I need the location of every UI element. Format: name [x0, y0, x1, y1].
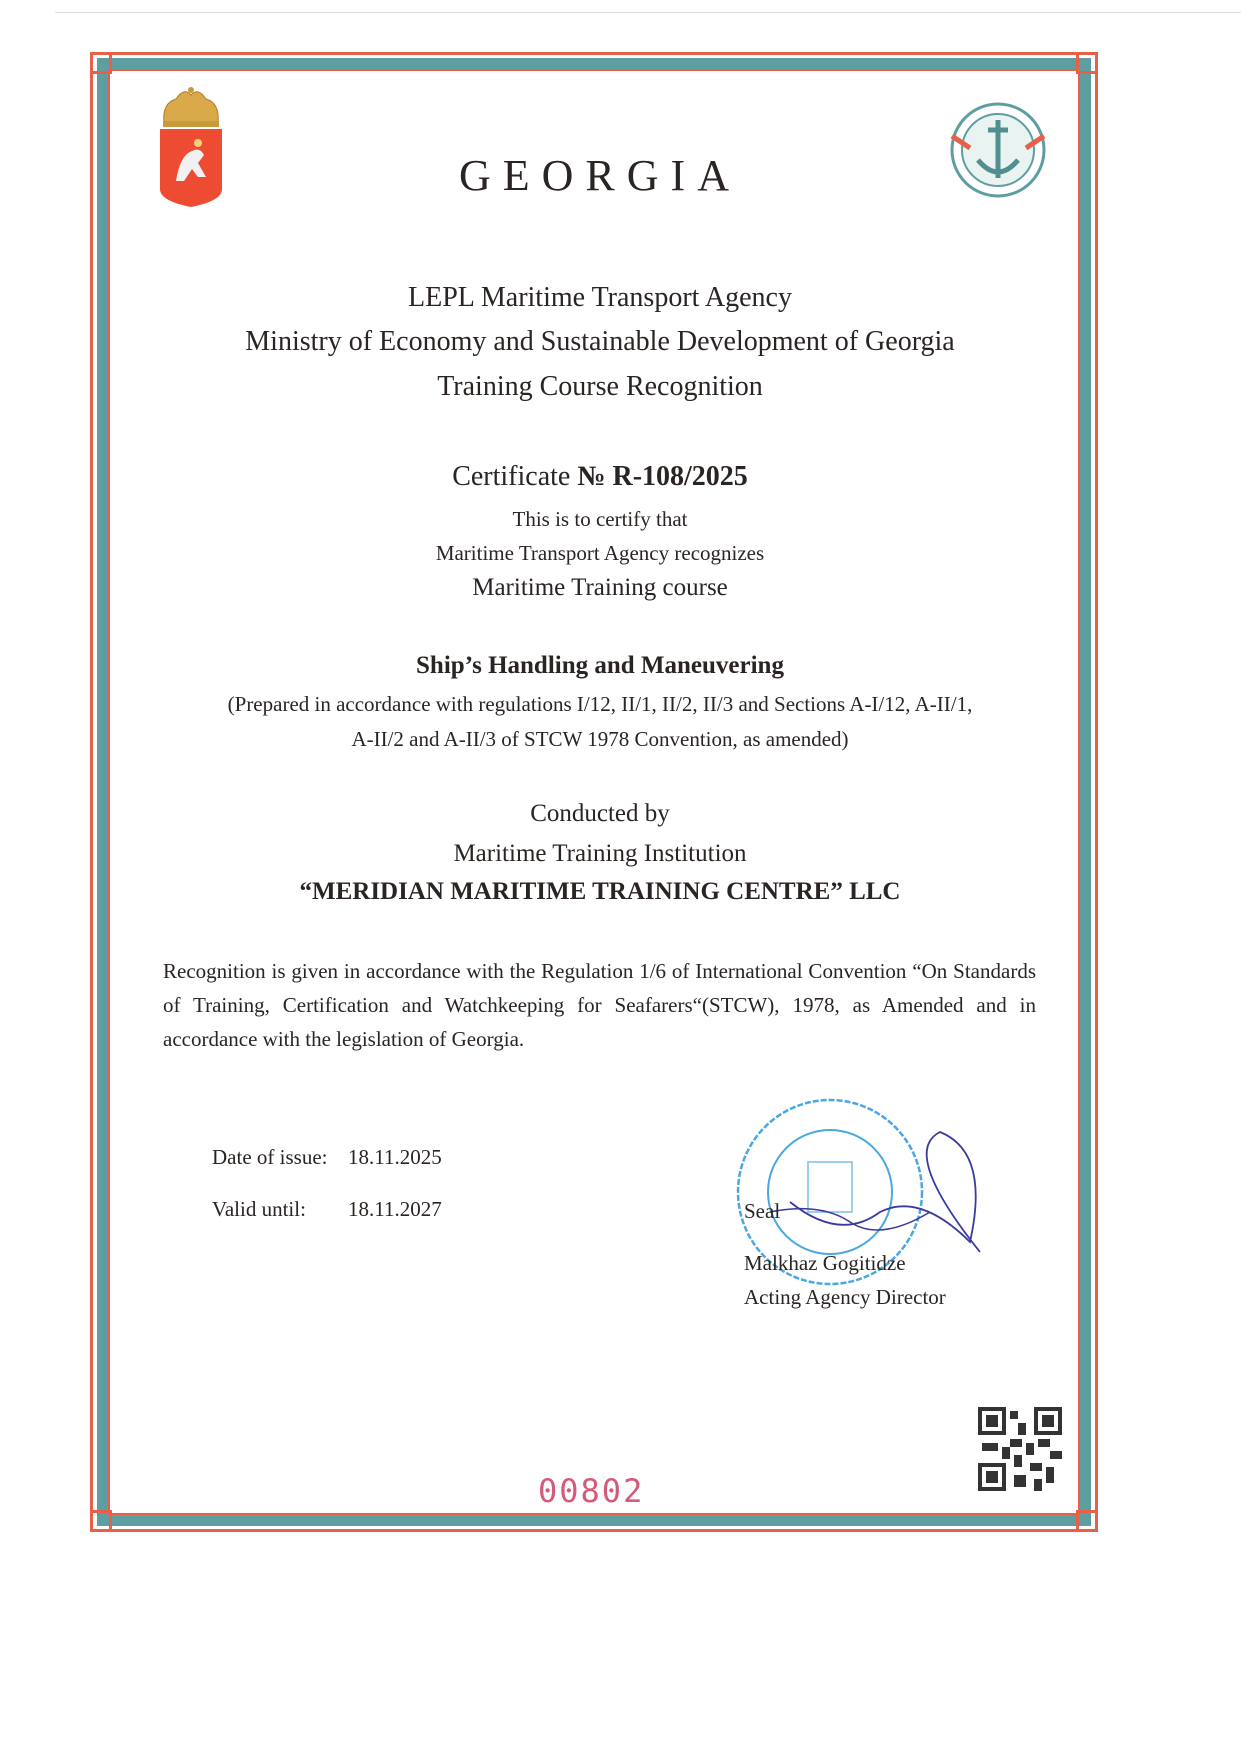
corner-ornament	[1076, 52, 1098, 74]
institution-name: “MERIDIAN MARITIME TRAINING CENTRE” LLC	[299, 878, 901, 905]
certificate-number: № R-108/2025	[577, 461, 748, 492]
valid-until-label: Valid until:	[212, 1197, 306, 1221]
issuer-ministry: Ministry of Economy and Sustainable Development of Georgia	[245, 326, 955, 357]
institution-type: Maritime Training Institution	[453, 840, 747, 867]
course-name: Ship’s Handling and Maneuvering	[416, 652, 784, 679]
conducted-label: Conducted by	[530, 800, 670, 827]
serial-number: 00802	[538, 1472, 645, 1510]
course-note-2: A-II/2 and A-II/3 of STCW 1978 Convention, as amended)	[351, 727, 849, 751]
document-type: Training Course Recognition	[437, 371, 763, 402]
signatory-name: Malkhaz Gogitidze	[744, 1251, 906, 1275]
certify-line-1: This is to certify that	[512, 507, 688, 531]
certify-line-2: Maritime Transport Agency recognizes	[435, 541, 765, 565]
issue-date-label: Date of issue:	[212, 1145, 328, 1169]
signatory-title: Acting Agency Director	[744, 1285, 946, 1309]
seal-label: Seal	[744, 1199, 781, 1223]
corner-ornament	[1076, 1510, 1098, 1532]
valid-until-value: 18.11.2027	[348, 1197, 442, 1221]
qr-code-icon	[978, 1407, 1062, 1491]
recognition-text: Recognition is given in accordance with the Regulation 1/6 of International Convention “On Standards of Training, Certification and Watchkeeping for Seafarers“(STCW), 1978, as Amended and in accordance with the legislation of Georgia.	[163, 959, 1036, 1051]
certificate-heading	[0, 461, 1200, 493]
valid-until-row	[212, 1197, 442, 1222]
course-note-1: (Prepared in accordance with regulations I/12, II/1, II/2, II/3 and Sections A-I/12, A-II/1,	[227, 692, 973, 716]
issue-date-value: 18.11.2025	[348, 1145, 442, 1169]
corner-ornament	[90, 52, 112, 74]
certificate-label: Certificate	[452, 461, 571, 492]
certify-line-3: Maritime Training course	[472, 574, 728, 601]
scan-edge-line	[55, 12, 1241, 13]
issue-date-row	[212, 1145, 442, 1170]
issuer-agency: LEPL Maritime Transport Agency	[408, 282, 792, 313]
corner-ornament	[90, 1510, 112, 1532]
country-title: GEORGIA	[459, 151, 741, 200]
